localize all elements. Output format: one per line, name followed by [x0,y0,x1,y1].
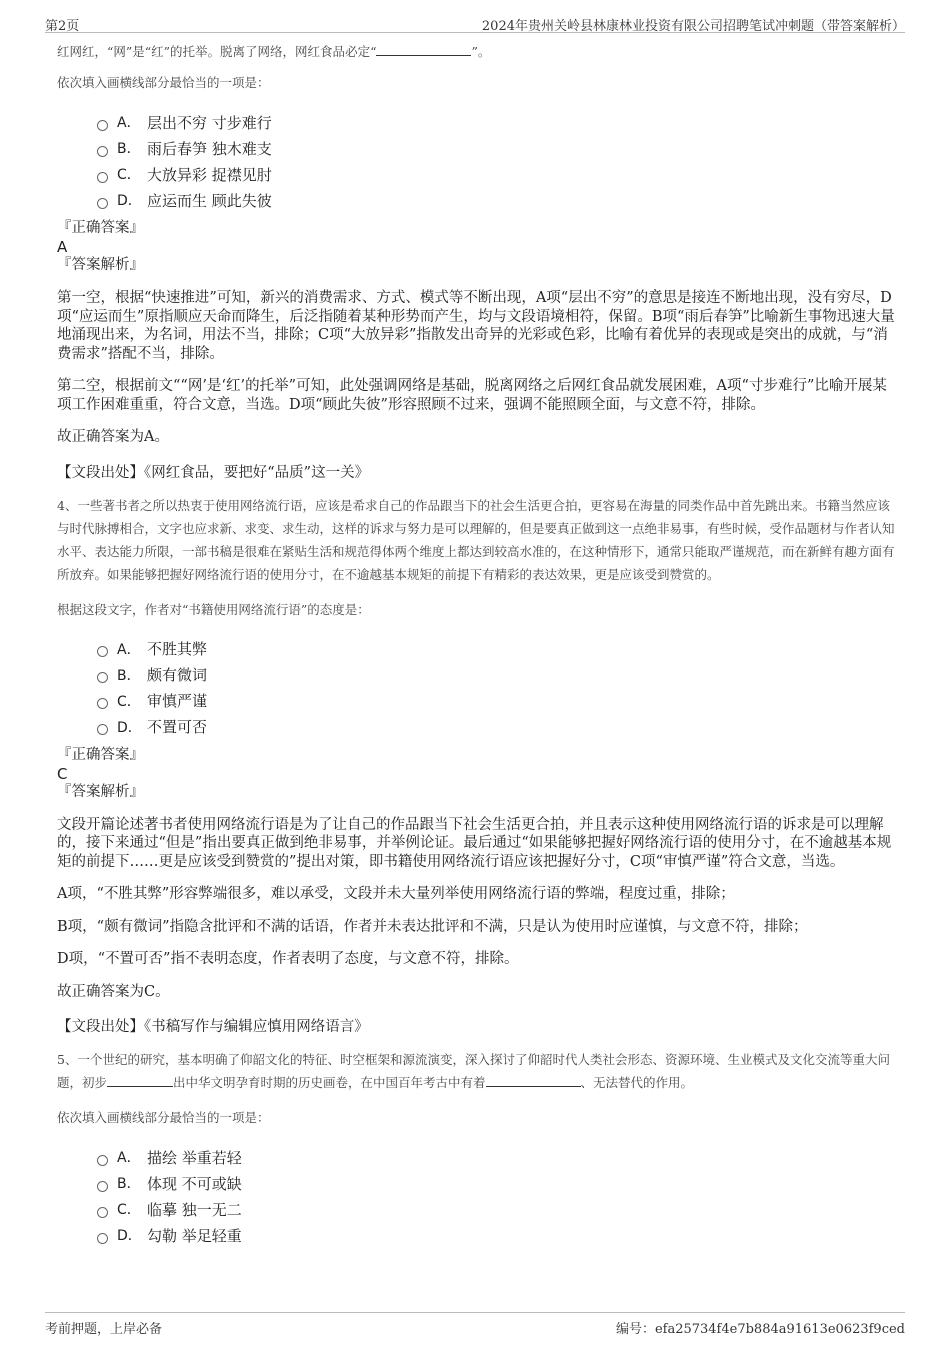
footer-slogan: 考前押题，上岸必备 [45,1322,163,1337]
question-3-stem: 红网红，“网”是“红”的托举。脱离了网络，网红食品必定“ ”。 [57,44,491,59]
answer-value: C [57,764,68,783]
explanation-paragraph: 文段开篇论述著书者使用网络流行语是为了让自己的作品跟当下社会生活更合拍，并且表示这种使用网络流行语的诉求是可以理解的，接下来通过“但是”指出要真正做到绝非易事，并举例论证。最后通过“如果能够把握好网络流行语的使用分寸，在不逾越基本规矩的前提下……更是应该受到赞赏的”提出对策，即书籍使用网络流行语应该把握好分寸，C项“审慎严谨”符合文意，当选。 [57,816,892,870]
option-d[interactable]: D． 勾勒 举足轻重 [97,1222,895,1248]
radio-icon[interactable] [97,1155,108,1166]
option-d[interactable]: D． 不置可否 [97,714,895,740]
document-title: 2024年贵州关岭县林康林业投资有限公司招聘笔试冲刺题（带答案解析） [481,19,905,34]
radio-icon[interactable] [97,724,108,735]
option-b[interactable]: B． 体现 不可或缺 [97,1170,895,1196]
option-a[interactable]: A． 描绘 举重若轻 [97,1144,895,1170]
source-citation: 【文段出处】《网红食品，要把好“品质”这一关》 [57,464,370,481]
question-5-stem: 5、一个世纪的研究，基本明确了仰韶文化的特征、时空框架和源流演变，深入探讨了仰韶时代人类社会形态、资源环境、生业模式及文化交流等重大问题，初步 出中华文明孕育时期的历史画卷，在中国百年考古中有着 、无法替代的作用。 [57,1052,890,1090]
radio-icon[interactable] [97,1233,108,1244]
explanation-conclusion: 故正确答案为A。 [57,429,169,445]
explanation-conclusion: 故正确答案为C。 [57,983,170,1000]
question-3-options [97,109,895,213]
option-a[interactable]: A． 不胜其弊 [97,636,895,662]
question-3-prompt: 依次填入画横线部分最恰当的一项是： [57,75,270,90]
page-number: 第2页 [45,19,80,34]
option-c[interactable]: C． 审慎严谨 [97,688,895,714]
question-4-options [97,636,895,740]
analysis-label: 『答案解析』 [57,783,144,800]
page-header [45,12,905,33]
question-4-stem: 4、一些著书者之所以热衷于使用网络流行语，应该是希求自己的作品跟当下的社会生活更合拍，更容易在海量的同类作品中首先跳出来。书籍当然应该与时代脉搏相合，文字也应求新、求变、求生动，这样的诉求与努力是可以理解的，但是要真正做到这一点绝非易事，有些时候，受作品题材与作者认知水平、表达能力所限，一部书稿是很难在紧贴生活和规范得体两个维度上都达到较高水准的，在这种情形下，通常只能取严谨规范，而在新鲜有趣方面有所放弃。如果能够把握好网络流行语的使用分寸，在不逾越基本规矩的前提下有精彩的表达效果，更是应该受到赞赏的。 [57,497,895,582]
analysis-label: 『答案解析』 [57,257,144,273]
radio-icon[interactable] [97,198,108,209]
answer-label: 『正确答案』 [57,220,144,236]
answer-label: 『正确答案』 [57,746,144,763]
page-footer [45,1312,905,1339]
radio-icon[interactable] [97,146,108,157]
radio-icon[interactable] [97,698,108,709]
radio-icon[interactable] [97,120,108,131]
answer-value: A [57,238,68,256]
radio-icon[interactable] [97,1181,108,1192]
explanation-paragraph: 第二空，根据前文““网’是‘红’的托举”可知，此处强调网络是基础，脱离网络之后网红食品就发展困难，A项“寸步难行”比喻开展某项工作困难重重，符合文意，当选。D项“顾此失彼”形容照顾不过来，强调不能照顾全面，与文意不符，排除。 [57,378,887,413]
option-d[interactable]: D． 应运而生 顾此失彼 [97,187,895,213]
radio-icon[interactable] [97,1207,108,1218]
option-c[interactable]: C． 大放异彩 捉襟见肘 [97,161,895,187]
option-b[interactable]: B． 颇有微词 [97,662,895,688]
question-5-prompt: 依次填入画横线部分最恰当的一项是： [57,1110,270,1125]
option-b[interactable]: B． 雨后春笋 独木难支 [97,135,895,161]
radio-icon[interactable] [97,646,108,657]
explanation-paragraph: A项，“不胜其弊”形容弊端很多，难以承受，文段并未大量列举使用网络流行语的弊端，程度过重，排除； [57,886,735,902]
question-5-options [97,1144,895,1248]
explanation-paragraph: 第一空，根据“快速推进”可知，新兴的消费需求、方式、模式等不断出现，A项“层出不穷”的意思是接连不断地出现，没有穷尽，D项“应运而生”原指顺应天命而降生，后泛指随着某种形势而产生，均与文段语境相符，保留。B项“雨后春笋”比喻新生事物迅速大量地涌现出来，为名词，用法不当，排除；C项“大放异彩”指散发出奇异的光彩或色彩，比喻有着优异的表现或是突出的成就，与“消费需求”搭配不当，排除。 [57,290,895,362]
explanation-paragraph: B项，“颇有微词”指隐含批评和不满的话语，作者并未表达批评和不满，只是认为使用时应谨慎，与文意不符，排除； [57,918,808,935]
radio-icon[interactable] [97,172,108,183]
option-c[interactable]: C． 临摹 独一无二 [97,1196,895,1222]
explanation-paragraph: D项，“不置可否”指不表明态度，作者表明了态度，与文意不符，排除。 [57,951,519,967]
option-a[interactable]: A． 层出不穷 寸步难行 [97,109,895,135]
document-id: 编号：efa25734f4e7b884a91613e0623f9ced [615,1322,905,1337]
source-citation: 【文段出处】《书稿写作与编辑应慎用网络语言》 [57,1019,369,1035]
question-4-prompt: 根据这段文字，作者对“书籍使用网络流行语”的态度是： [57,601,370,617]
page-content [57,44,895,1248]
radio-icon[interactable] [97,672,108,683]
